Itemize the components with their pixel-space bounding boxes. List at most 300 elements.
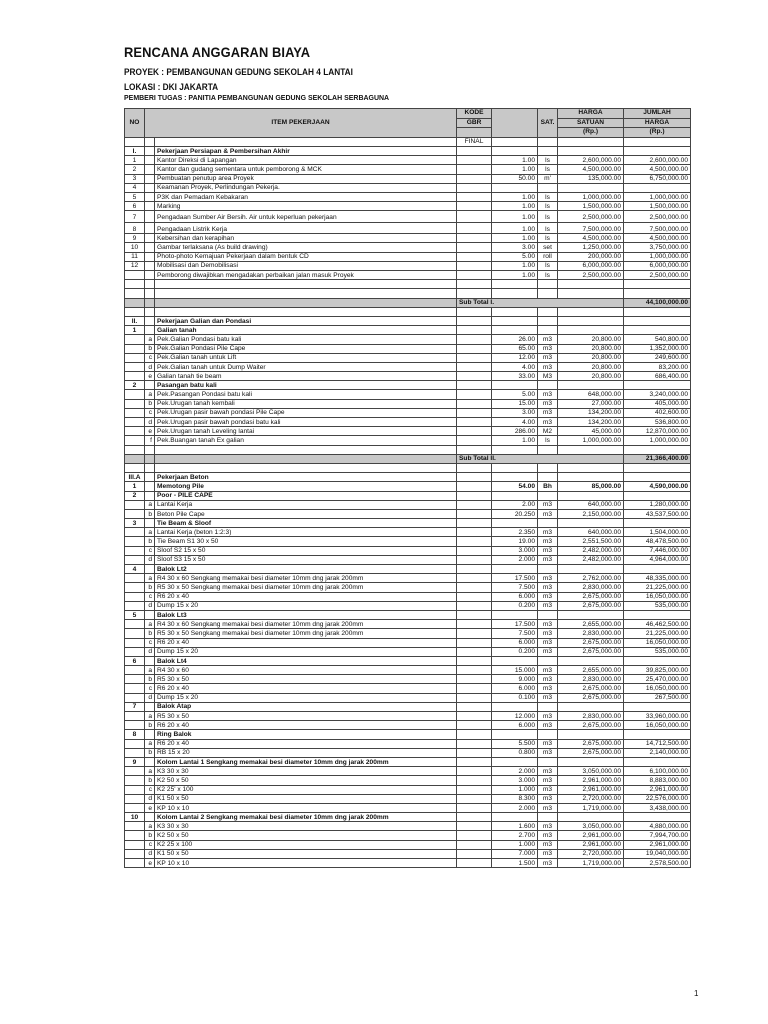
row-unit: m3: [538, 399, 558, 408]
row-total-price: [624, 183, 691, 192]
row-item: Pemborong diwajibkan mengadakan perbaikan jalan masuk Proyek: [155, 271, 457, 280]
empty-cell: [155, 454, 457, 463]
row-unit-price: 2,675,000.00: [558, 748, 624, 757]
row-item: R6 20 x 40: [155, 739, 457, 748]
row-unit-price: 2,830,000.00: [558, 675, 624, 684]
row-sub-letter: [145, 381, 155, 390]
row-unit-price: [558, 519, 624, 528]
row-unit-price: 3,050,000.00: [558, 767, 624, 776]
table-row: [125, 546, 691, 555]
section-row: [125, 565, 691, 574]
table-row: [125, 427, 691, 436]
table-row: [125, 583, 691, 592]
row-number: [125, 399, 145, 408]
row-volume: 50.00: [492, 174, 538, 183]
row-unit-price: 640,000.00: [558, 500, 624, 509]
row-number: [125, 362, 145, 371]
table-row: [125, 785, 691, 794]
row-item: Kantor dan gudang sementara untuk pemborong & MCK: [155, 165, 457, 174]
row-unit-price: 640,000.00: [558, 528, 624, 537]
row-number: 2: [125, 165, 145, 174]
row-unit-price: 20,800.00: [558, 344, 624, 353]
row-sub-letter: a: [145, 767, 155, 776]
row-sub-letter: [145, 222, 155, 234]
empty-cell: [125, 307, 145, 316]
row-unit-price: [558, 491, 624, 500]
row-kode: [457, 730, 492, 739]
row-unit-price: 20,800.00: [558, 353, 624, 362]
row-kode: [457, 537, 492, 546]
row-kode: [457, 757, 492, 766]
empty-cell: [457, 289, 492, 298]
row-sub-letter: b: [145, 831, 155, 840]
row-unit: m3: [538, 601, 558, 610]
row-volume: 5.500: [492, 739, 538, 748]
section-row: [125, 491, 691, 500]
blank-row: [125, 463, 691, 472]
row-item: K2 25' x 100: [155, 785, 457, 794]
row-unit: roll: [538, 252, 558, 261]
row-item: Pek.Galian tanah untuk Lift: [155, 353, 457, 362]
col-header-vol: [492, 109, 538, 138]
row-total-price: 1,352,000.00: [624, 344, 691, 353]
table-row: [125, 192, 691, 201]
row-item: Balok Atap: [155, 702, 457, 711]
row-sub-letter: b: [145, 399, 155, 408]
empty-cell: [558, 445, 624, 454]
row-volume: 0.200: [492, 647, 538, 656]
row-kode: [457, 785, 492, 794]
empty-cell: [624, 463, 691, 472]
row-total-price: 21,225,000.00: [624, 583, 691, 592]
row-number: 3: [125, 519, 145, 528]
empty-cell: [125, 280, 145, 289]
section-row: [125, 656, 691, 665]
row-total-price: 16,050,000.00: [624, 592, 691, 601]
row-number: [125, 271, 145, 280]
row-total-price: [624, 316, 691, 325]
row-kode: [457, 408, 492, 417]
row-number: 7: [125, 211, 145, 223]
row-number: 2: [125, 381, 145, 390]
row-total-price: [624, 381, 691, 390]
row-unit-price: 1,250,000.00: [558, 243, 624, 252]
row-volume: 1.00: [492, 261, 538, 270]
row-item: Dump 15 x 20: [155, 647, 457, 656]
row-number: [125, 629, 145, 638]
row-sub-letter: c: [145, 684, 155, 693]
row-kode: [457, 546, 492, 555]
row-item: KP 10 x 10: [155, 859, 457, 868]
row-number: [125, 767, 145, 776]
row-sub-letter: e: [145, 372, 155, 381]
empty-cell: [145, 454, 155, 463]
row-sub-letter: c: [145, 785, 155, 794]
row-total-price: [624, 565, 691, 574]
row-total-price: 83,200.00: [624, 362, 691, 371]
row-sub-letter: [145, 473, 155, 482]
row-volume: 1.00: [492, 436, 538, 445]
row-item: Pekerjaan Beton: [155, 473, 457, 482]
row-sub-letter: d: [145, 418, 155, 427]
row-unit-price: [558, 730, 624, 739]
col-header-kode-blank: [457, 128, 492, 138]
table-row: [125, 803, 691, 812]
subtotal-amount: 21,366,400.00: [624, 454, 691, 463]
table-row: [125, 372, 691, 381]
row-sub-letter: b: [145, 721, 155, 730]
row-volume: 2.350: [492, 528, 538, 537]
row-volume: [492, 730, 538, 739]
row-number: [125, 859, 145, 868]
row-item: RB 15 x 20: [155, 748, 457, 757]
row-sub-letter: d: [145, 849, 155, 858]
row-number: [125, 666, 145, 675]
row-unit: ls: [538, 436, 558, 445]
row-total-price: 536,800.00: [624, 418, 691, 427]
subtotal-row: [125, 298, 691, 307]
row-total-price: 2,578,500.00: [624, 859, 691, 868]
row-total-price: 1,000,000.00: [624, 252, 691, 261]
empty-cell: [492, 445, 538, 454]
table-row: [125, 831, 691, 840]
row-unit: m3: [538, 335, 558, 344]
row-sub-letter: e: [145, 427, 155, 436]
row-item: Lantai Kerja: [155, 500, 457, 509]
row-volume: 2.000: [492, 767, 538, 776]
empty-cell: [558, 307, 624, 316]
row-kode: [457, 427, 492, 436]
row-unit: [538, 565, 558, 574]
row-unit-price: 2,720,000.00: [558, 849, 624, 858]
row-unit-price: 2,675,000.00: [558, 693, 624, 702]
row-total-price: 39,825,000.00: [624, 666, 691, 675]
row-kode: [457, 353, 492, 362]
row-unit: m3: [538, 721, 558, 730]
row-sub-letter: [145, 192, 155, 201]
row-unit-price: 2,675,000.00: [558, 592, 624, 601]
row-total-price: 43,537,500.00: [624, 509, 691, 518]
row-number: [125, 546, 145, 555]
row-unit-price: 20,800.00: [558, 362, 624, 371]
row-volume: [492, 813, 538, 822]
empty-cell: [155, 445, 457, 454]
row-unit: m3: [538, 822, 558, 831]
row-item: R6 20 x 40: [155, 684, 457, 693]
empty-cell: [145, 298, 155, 307]
row-item: Lantai Kerja (beton 1:2:3): [155, 528, 457, 537]
row-sub-letter: [145, 156, 155, 165]
row-kode: [457, 794, 492, 803]
row-sub-letter: a: [145, 666, 155, 675]
row-unit-price: 27,000.00: [558, 399, 624, 408]
row-total-price: 4,500,000.00: [624, 165, 691, 174]
table-row: [125, 362, 691, 371]
empty-cell: [145, 307, 155, 316]
row-sub-letter: d: [145, 794, 155, 803]
row-volume: 12.00: [492, 353, 538, 362]
row-total-price: 535,000.00: [624, 647, 691, 656]
row-item: R6 20 x 40: [155, 721, 457, 730]
empty-cell: [457, 445, 492, 454]
row-volume: 0.800: [492, 748, 538, 757]
row-number: [125, 785, 145, 794]
row-volume: [492, 656, 538, 665]
row-item: Pek.Urugan tanah Leveling lantai: [155, 427, 457, 436]
row-number: [125, 335, 145, 344]
row-kode: [457, 372, 492, 381]
blank-row: [125, 445, 691, 454]
table-row: [125, 721, 691, 730]
row-unit: [538, 610, 558, 619]
row-volume: 286.00: [492, 427, 538, 436]
row-item: Kolom Lantai 1 Sengkang memakai besi diameter 10mm dng jarak 200mm: [155, 757, 457, 766]
row-item: Kolom Lantai 2 Sengkang memakai besi diameter 10mm dng jarak 200mm: [155, 813, 457, 822]
row-number: [125, 509, 145, 518]
project-location: LOKASI : DKI JAKARTA: [124, 82, 219, 92]
row-total-price: 16,050,000.00: [624, 638, 691, 647]
row-sub-letter: f: [145, 436, 155, 445]
row-total-price: 46,462,500.00: [624, 620, 691, 629]
row-volume: 4.00: [492, 418, 538, 427]
row-item: Marking: [155, 202, 457, 211]
row-number: [125, 372, 145, 381]
row-total-price: 267,500.00: [624, 693, 691, 702]
row-sub-letter: d: [145, 647, 155, 656]
row-number: 5: [125, 192, 145, 201]
table-row: [125, 859, 691, 868]
row-sub-letter: [145, 702, 155, 711]
col-header-satuan: SATUAN: [558, 118, 624, 128]
row-unit: m3: [538, 546, 558, 555]
row-number: 10: [125, 243, 145, 252]
row-unit-price: 2,655,000.00: [558, 620, 624, 629]
row-total-price: 2,961,000.00: [624, 840, 691, 849]
row-unit: m3: [538, 859, 558, 868]
row-total-price: 25,470,000.00: [624, 675, 691, 684]
row-total-price: 7,446,000.00: [624, 546, 691, 555]
row-number: II.: [125, 316, 145, 325]
section-row: [125, 381, 691, 390]
section-row: [125, 519, 691, 528]
row-unit-price: [558, 381, 624, 390]
row-sub-letter: c: [145, 638, 155, 647]
row-unit-price: 45,000.00: [558, 427, 624, 436]
col-header-jumlah-harga: JUMLAH: [624, 109, 691, 119]
row-number: 2: [125, 491, 145, 500]
empty-cell: [538, 463, 558, 472]
row-sub-letter: d: [145, 693, 155, 702]
row-total-price: [624, 730, 691, 739]
row-volume: 12.000: [492, 712, 538, 721]
row-volume: 1.000: [492, 840, 538, 849]
empty-cell: [125, 298, 145, 307]
row-number: 12: [125, 261, 145, 270]
row-total-price: 249,600.00: [624, 353, 691, 362]
row-number: 1: [125, 156, 145, 165]
row-item: Poor - PILE CAPE: [155, 491, 457, 500]
row-number: [125, 675, 145, 684]
row-unit: Bh: [538, 482, 558, 491]
row-sub-letter: b: [145, 776, 155, 785]
row-total-price: 3,240,000.00: [624, 390, 691, 399]
page-number: 1: [694, 989, 699, 998]
row-number: III.A: [125, 473, 145, 482]
row-unit-price: [558, 656, 624, 665]
row-total-price: [624, 519, 691, 528]
row-volume: [492, 146, 538, 155]
row-total-price: 8,883,000.00: [624, 776, 691, 785]
row-total-price: 7,500,000.00: [624, 222, 691, 234]
row-total-price: 16,050,000.00: [624, 684, 691, 693]
row-total-price: 2,500,000.00: [624, 271, 691, 280]
row-total-price: 686,400.00: [624, 372, 691, 381]
table-row: [125, 592, 691, 601]
row-kode: [457, 482, 492, 491]
empty-cell: [624, 289, 691, 298]
row-item: Pengadaan Sumber Air Bersih. Air untuk keperluan pekerjaan: [155, 211, 457, 223]
row-kode: [457, 174, 492, 183]
row-number: 6: [125, 202, 145, 211]
empty-cell: [125, 463, 145, 472]
table-row: [125, 183, 691, 192]
table-row: [125, 647, 691, 656]
table-row: [125, 693, 691, 702]
row-sub-letter: [145, 202, 155, 211]
row-number: [125, 684, 145, 693]
row-total-price: 7,994,700.00: [624, 831, 691, 840]
row-unit: m3: [538, 418, 558, 427]
row-item: K2 25 x 100: [155, 840, 457, 849]
row-unit: m3: [538, 684, 558, 693]
row-item: Pek.Pasangan Pondasi batu kali: [155, 390, 457, 399]
col-header-gbr: GBR: [457, 118, 492, 128]
row-unit: m3: [538, 748, 558, 757]
row-item: Pek.Galian Pondasi Pile Cape: [155, 344, 457, 353]
row-kode: [457, 748, 492, 757]
row-volume: 1.500: [492, 859, 538, 868]
row-number: [125, 748, 145, 757]
row-kode: [457, 192, 492, 201]
row-number: [125, 436, 145, 445]
section-row: [125, 757, 691, 766]
row-number: 4: [125, 565, 145, 574]
row-volume: 6.000: [492, 684, 538, 693]
subtotal-row: [125, 454, 691, 463]
section-row: [125, 730, 691, 739]
row-item: Dump 15 x 20: [155, 693, 457, 702]
row-item: R5 30 x 50: [155, 712, 457, 721]
row-volume: 5.00: [492, 252, 538, 261]
row-unit-price: 4,500,000.00: [558, 165, 624, 174]
empty-cell: [155, 463, 457, 472]
row-total-price: 48,335,000.00: [624, 574, 691, 583]
row-kode: [457, 243, 492, 252]
row-item: Mobilisasi dan Demobilisasi: [155, 261, 457, 270]
row-volume: [492, 316, 538, 325]
row-total-price: 21,225,000.00: [624, 629, 691, 638]
table-row: [125, 436, 691, 445]
row-unit-price: 1,719,000.00: [558, 859, 624, 868]
row-total-price: 540,800.00: [624, 335, 691, 344]
subtotal-amount: 44,100,000.00: [624, 298, 691, 307]
row-sub-letter: d: [145, 362, 155, 371]
row-unit-price: 200,000.00: [558, 252, 624, 261]
row-kode: [457, 519, 492, 528]
empty-cell: [125, 454, 145, 463]
table-row: [125, 574, 691, 583]
row-sub-letter: b: [145, 748, 155, 757]
row-sub-letter: a: [145, 712, 155, 721]
row-volume: 20.250: [492, 509, 538, 518]
row-kode: [457, 271, 492, 280]
row-volume: 19.00: [492, 537, 538, 546]
table-row: [125, 344, 691, 353]
row-unit: [538, 519, 558, 528]
row-unit: m3: [538, 840, 558, 849]
row-volume: 1.00: [492, 202, 538, 211]
row-sub-letter: b: [145, 509, 155, 518]
row-volume: 2.00: [492, 500, 538, 509]
row-unit-price: 2,500,000.00: [558, 271, 624, 280]
empty-cell: [457, 280, 492, 289]
row-volume: 1.00: [492, 271, 538, 280]
row-volume: [492, 183, 538, 192]
row-unit: m3: [538, 666, 558, 675]
row-item: Balok Lt3: [155, 610, 457, 619]
row-sub-letter: a: [145, 739, 155, 748]
row-number: [125, 849, 145, 858]
empty-cell: [457, 463, 492, 472]
table-row: [125, 390, 691, 399]
row-unit: ls: [538, 261, 558, 270]
row-sub-letter: [145, 243, 155, 252]
row-item: K2 50 x 50: [155, 776, 457, 785]
col-header-harga-satuan: HARGA: [558, 109, 624, 119]
row-number: 4: [125, 183, 145, 192]
subtotal-label: Sub Total II.: [457, 454, 624, 463]
row-unit-price: 2,600,000.00: [558, 156, 624, 165]
row-sub-letter: [145, 234, 155, 243]
table-row: [125, 408, 691, 417]
row-item: K1 50 x 50: [155, 849, 457, 858]
row-sub-letter: a: [145, 528, 155, 537]
row-total-price: 19,040,000.00: [624, 849, 691, 858]
row-item: Pek.Galian tanah untuk Dump Waiter: [155, 362, 457, 371]
row-volume: 3.00: [492, 408, 538, 417]
row-kode: [457, 813, 492, 822]
row-sub-letter: [145, 813, 155, 822]
row-kode: [457, 647, 492, 656]
row-number: [125, 418, 145, 427]
row-kode: [457, 840, 492, 849]
row-item: K2 50 x 50: [155, 831, 457, 840]
table-row: [125, 794, 691, 803]
row-item: Dump 15 x 20: [155, 601, 457, 610]
row-unit-price: 1,719,000.00: [558, 803, 624, 812]
empty-cell: [624, 280, 691, 289]
row-unit-price: [558, 316, 624, 325]
row-item: Pengadaan Listrik Kerja: [155, 222, 457, 234]
row-sub-letter: [145, 491, 155, 500]
row-number: [125, 390, 145, 399]
row-total-price: [624, 326, 691, 335]
row-number: [125, 831, 145, 840]
row-sub-letter: b: [145, 583, 155, 592]
row-volume: [492, 702, 538, 711]
row-sub-letter: c: [145, 408, 155, 417]
row-unit: [538, 381, 558, 390]
